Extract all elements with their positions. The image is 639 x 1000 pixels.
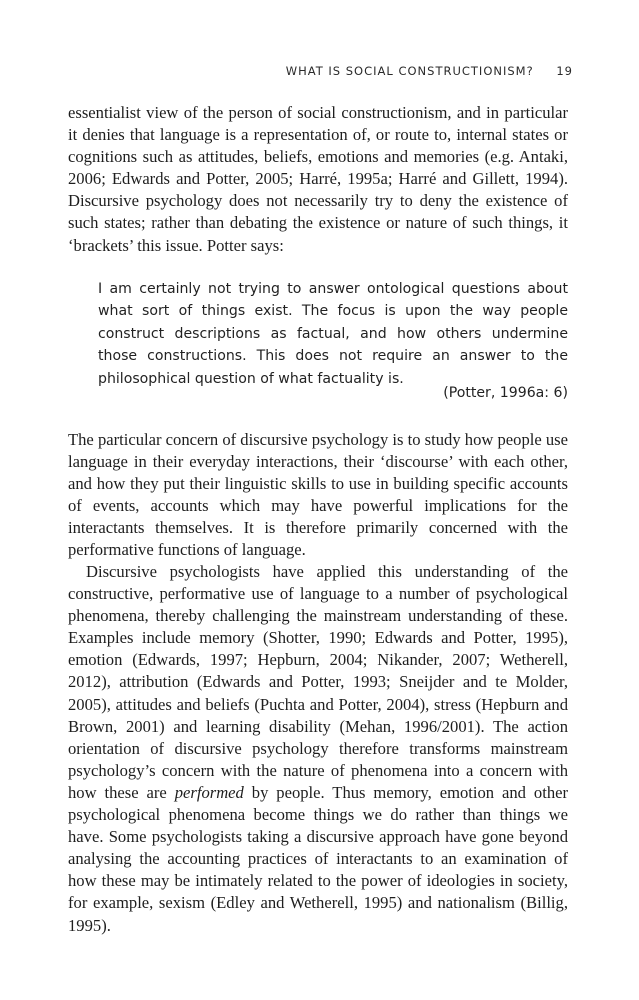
running-head <box>286 64 573 78</box>
paragraph-3 <box>68 561 568 937</box>
page-number: 19 <box>556 64 573 78</box>
paragraph-2: The particular concern of discursive psychology is to study how people use language in their everyday interactions, their ‘discourse’ with each other, and how they put their linguistic skills to use in building specific accounts of events, accounts which may have powerful implications for the interactants themselves. It is therefore primarily concerned with the performative functions of language. <box>68 430 568 560</box>
block-quote: I am certainly not trying to answer ontological questions about what sort of things exist. The focus is upon the way people construct descriptions as factual, and how others undermine those constructions. This does not require an answer to the philosophical question of what factuality is. <box>98 281 568 387</box>
quote-citation: (Potter, 1996a: 6) <box>443 385 568 401</box>
paragraph-1: essentialist view of the person of social constructionism, and in particular it denies that language is a representation of, or route to, internal states or cognitions such as attitudes, beliefs, emotions and memories (e.g. Antaki, 2006; Edwards and Potter, 2005; Harré, 1995a; Harré and Gillett, 1994). Discursive psychology does not necessarily try to deny the existence of such states; rather than debating the existence or nature of such things, it ‘brackets’ this issue. Potter says: <box>68 103 568 255</box>
running-title: WHAT IS SOCIAL CONSTRUCTIONISM? <box>285 64 534 78</box>
paragraph-3-text-before: Discursive psychologists have applied this understanding of the constructive, performative use of language to a number of psychological phenomena, thereby challenging the mainstream understanding of these. Examples include memory (Shotter, 1990; Edwards and Potter, 1995), emotion (Edwards, 1997; Hepburn, 2004; Nikander, 2007; Wetherell, 2012), attribution (Edwards and Potter, 1993; Sneijder and te Molder, 2005), attitudes and beliefs (Puchta and Potter, 2004), stress (Hepburn and Brown, 2001) and learning disability (Mehan, 1996/2001). The action orientation of discursive psychology therefore transforms mainstream psychology’s concern with the nature of phenomena into a concern with how these are <box>68 562 568 802</box>
emphasis-performed: performed <box>174 782 244 802</box>
paragraph-3-text-after: by people. Thus memory, emotion and other psychological phenomena become things we do rather than things we have. Some psychologists taking a discursive approach have gone beyond analysing the accounting practices of interactants to an examination of how these may be intimately related to the power of ideologies in society, for example, sexism (Edley and Wetherell, 1995) and nationalism (Billig, 1995). <box>68 782 569 935</box>
